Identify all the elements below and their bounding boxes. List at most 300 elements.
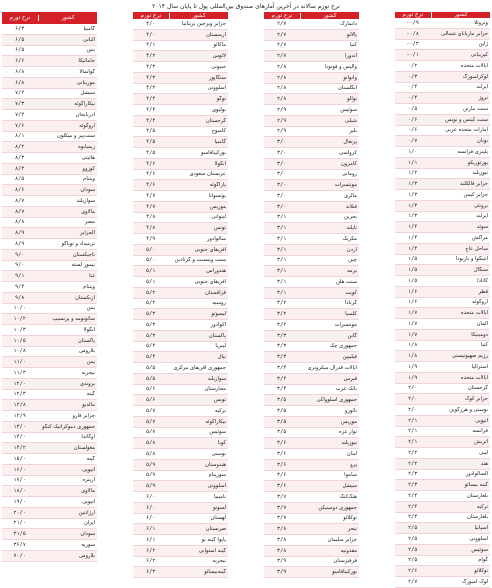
rate-cell: ۲/۵ xyxy=(407,525,418,532)
country-cell: جمهوری دموکراتیک کنگو xyxy=(42,423,95,430)
table-row xyxy=(2,400,97,411)
rate-cell: ۸/۷ xyxy=(14,208,25,215)
table-row xyxy=(264,137,359,148)
rate-cell: ۳/۶ xyxy=(276,440,287,447)
table-row xyxy=(133,428,228,439)
table-row xyxy=(133,309,228,320)
country-cell: سالوادور xyxy=(207,235,226,242)
country-cell: ترکیه xyxy=(476,503,488,510)
table-row xyxy=(2,454,97,465)
rate-cell: ۳/۹ xyxy=(276,558,287,565)
table-row xyxy=(133,514,228,525)
rate-cell: ۱۳/۰ xyxy=(13,423,26,430)
rate-cell: ۳/۱ xyxy=(276,225,287,232)
country-cell: ازبکستان xyxy=(75,294,95,301)
table-row xyxy=(2,422,97,433)
country-cell: نیکاراگوئه xyxy=(205,418,226,425)
country-cell: اردن xyxy=(346,246,357,253)
rate-cell: ۲/۸ xyxy=(276,63,287,70)
table-row xyxy=(133,471,228,482)
country-cell: سنت وینسنت و گرنادین xyxy=(174,257,226,264)
country-cell: والیس و فوتونا xyxy=(325,63,357,70)
country-cell: توالو xyxy=(347,96,357,103)
table-row xyxy=(264,84,359,95)
rate-cell: ۶/۰ xyxy=(145,493,156,500)
table-row xyxy=(133,481,228,492)
rate-cell: ۶/۳ xyxy=(145,569,156,576)
rate-cell: ۲/۷ xyxy=(276,53,287,60)
rate-cell: ۵/۹ xyxy=(145,483,156,490)
country-cell: رژیم صهیونیستی xyxy=(451,353,488,360)
country-cell: مالاوی xyxy=(81,208,95,215)
rate-cell: ۱/۴ xyxy=(407,234,418,241)
table-row xyxy=(2,239,97,250)
rate-cell: ۳/۰ xyxy=(276,149,287,156)
table-row xyxy=(2,121,97,132)
table-row xyxy=(133,299,228,310)
table-row xyxy=(2,476,97,487)
country-cell: ساحل عاج xyxy=(465,245,488,252)
rate-cell: ۶/۳ xyxy=(14,25,25,32)
table-row xyxy=(133,234,228,245)
table-row xyxy=(395,566,490,577)
rate-cell: ۵/۴ xyxy=(145,343,156,350)
table-row xyxy=(133,266,228,277)
table-row xyxy=(133,288,228,299)
rate-cell: -۰/۹ xyxy=(406,19,419,26)
rate-cell: ۵/۰ xyxy=(145,246,156,253)
table-row xyxy=(133,180,228,191)
rate-cell: -۰/۳ xyxy=(406,41,419,48)
rate-cell: ۶/۰ xyxy=(145,504,156,511)
country-cell: مغولستان xyxy=(73,445,95,452)
header-country: کشور xyxy=(61,15,75,21)
rate-cell: ۵/۲ xyxy=(145,289,156,296)
rate-cell: ۶/۶ xyxy=(14,58,25,65)
table-row xyxy=(133,492,228,503)
rate-cell: ۴/۸ xyxy=(145,214,156,221)
rate-cell: ۶/۲ xyxy=(145,558,156,565)
country-cell: موریس xyxy=(209,203,226,210)
table-row xyxy=(133,159,228,170)
table-row xyxy=(133,277,228,288)
rate-cell: ۰/۶ xyxy=(407,127,418,134)
country-cell: بانک غرب xyxy=(335,386,357,393)
table-row xyxy=(264,116,359,127)
country-cell: جزایر ماریانای شمالی xyxy=(441,30,488,37)
country-cell: نیجریه xyxy=(212,558,226,565)
table-row xyxy=(395,40,490,51)
header-country: کشور xyxy=(454,12,468,18)
table-row xyxy=(395,93,490,104)
table-row xyxy=(395,233,490,244)
country-cell: بحرین xyxy=(343,214,357,221)
rate-cell: ۲/۲ xyxy=(407,449,418,456)
country-cell: جمهوری آفریقای مرکزی xyxy=(173,364,226,371)
country-cell: هند xyxy=(480,460,488,467)
rate-cell: ۹/۴ xyxy=(14,283,25,290)
table-row xyxy=(2,185,97,196)
country-cell: اروگوئه xyxy=(79,122,95,129)
country-cell: سوئیس xyxy=(340,106,357,113)
country-cell: پورتوریکو xyxy=(467,159,488,166)
table-row xyxy=(264,127,359,138)
country-cell: گینه استوایی xyxy=(198,547,226,554)
country-cell: تیمور لسته xyxy=(71,262,95,269)
table-row xyxy=(264,62,359,73)
country-cell: نیجریه xyxy=(81,369,95,376)
table-row xyxy=(395,136,490,147)
country-cell: اسپانیا xyxy=(474,525,488,532)
table-row xyxy=(395,190,490,201)
rate-cell: ۴/۷ xyxy=(145,203,156,210)
country-cell: جزایر کوک xyxy=(464,396,488,403)
country-cell: ایران xyxy=(84,520,95,527)
country-cell: جامائیکا xyxy=(78,58,95,65)
rate-cell: ۶/۰ xyxy=(145,515,156,522)
rate-cell: ۳۶/۷ xyxy=(13,541,26,548)
rate-cell: ۲/۱ xyxy=(407,439,418,446)
country-cell: پرتغال xyxy=(343,139,357,146)
country-cell: تونس xyxy=(213,225,226,232)
table-row xyxy=(2,433,97,444)
rate-cell: ۲/۰ xyxy=(407,396,418,403)
table-row xyxy=(133,116,228,127)
country-cell: سوازیلند xyxy=(76,197,95,204)
table-row xyxy=(2,175,97,186)
table-row xyxy=(133,41,228,52)
country-cell: آندورا xyxy=(344,53,357,60)
country-cell: انگلستان xyxy=(337,85,357,92)
rate-cell: ۱/۳ xyxy=(407,181,418,188)
table-row xyxy=(264,256,359,267)
table-row xyxy=(395,212,490,223)
rate-cell: ۴/۱ xyxy=(145,42,156,49)
rate-cell: ۹/۰ xyxy=(14,251,25,258)
country-cell: روسیه xyxy=(212,300,226,307)
table-row xyxy=(264,352,359,363)
country-cell: گینه بیسائو xyxy=(464,482,488,489)
table-row xyxy=(264,331,359,342)
rate-cell: ۸/۶ xyxy=(14,187,25,194)
rate-cell: ۱۲/۸ xyxy=(13,402,26,409)
table-row xyxy=(264,30,359,41)
rate-cell: ۴/۲ xyxy=(145,53,156,60)
table-row xyxy=(133,137,228,148)
table-row xyxy=(133,374,228,385)
country-cell: الجزایر xyxy=(80,230,95,237)
table-row xyxy=(264,159,359,170)
table-row xyxy=(395,298,490,309)
rate-cell: ۵/۷ xyxy=(145,429,156,436)
table-row xyxy=(264,148,359,159)
country-cell: قزاقستان xyxy=(205,289,226,296)
rate-cell: ۶/۵ xyxy=(14,47,25,54)
country-cell: نیوزیلند xyxy=(341,440,357,447)
rate-cell: ۰/۶ xyxy=(407,116,418,123)
rate-cell: ۱/۷ xyxy=(407,320,418,327)
country-cell: مقدونیه xyxy=(340,547,357,554)
country-cell: ایالات متحده xyxy=(460,310,488,317)
country-cell: بورکینافاسو xyxy=(332,569,357,576)
country-cell: سوئیس xyxy=(209,429,226,436)
country-cell: لبنان xyxy=(346,450,357,457)
header-rate: نرخ تورم xyxy=(2,15,39,21)
table-row xyxy=(133,51,228,62)
rate-cell: ۲/۷ xyxy=(276,20,287,27)
country-cell: سنگاپور xyxy=(209,74,226,81)
table-row xyxy=(133,449,228,460)
country-cell: دومینیکا xyxy=(471,331,488,338)
country-cell: سوئد xyxy=(476,224,488,231)
table-header xyxy=(2,12,97,24)
table-row xyxy=(133,395,228,406)
rate-cell: ۲/۵ xyxy=(407,557,418,564)
table-row xyxy=(395,341,490,352)
rate-cell: ۳/۸ xyxy=(276,547,287,554)
rate-cell: ۹/۸ xyxy=(14,294,25,301)
table-row xyxy=(133,352,228,363)
table-row xyxy=(395,50,490,61)
country-cell: گینه xyxy=(86,455,95,462)
table-row xyxy=(264,385,359,396)
rate-cell: ۳/۲ xyxy=(276,321,287,328)
rate-cell: ۵/۲ xyxy=(145,300,156,307)
country-cell: بوتسوانا xyxy=(208,192,226,199)
rate-cell: ۱/۳ xyxy=(407,213,418,220)
rate-cell: ۵/۳ xyxy=(145,332,156,339)
country-cell: نیوزیلند xyxy=(472,170,488,177)
table-row xyxy=(395,491,490,502)
table-row xyxy=(395,459,490,470)
header-rate: نرخ تورم xyxy=(395,12,432,18)
rate-cell: ۲/۷ xyxy=(276,42,287,49)
table-row xyxy=(133,127,228,138)
country-cell: ایالات فدرال میکرونزی xyxy=(307,364,357,371)
country-cell: بلاروس xyxy=(79,348,95,355)
rate-cell: ۳/۵ xyxy=(276,397,287,404)
rate-cell: ۳/۰ xyxy=(276,182,287,189)
rate-cell: ۵/۹ xyxy=(145,461,156,468)
country-cell: چین xyxy=(348,257,357,264)
table-row xyxy=(2,228,97,239)
table-row xyxy=(2,540,97,551)
country-cell: توکلائو xyxy=(474,568,488,575)
table-row xyxy=(395,394,490,405)
country-cell: کرواسی xyxy=(339,149,357,156)
rate-cell: ۲/۲ xyxy=(407,460,418,467)
rate-cell: ۳/۱ xyxy=(276,268,287,275)
table-row xyxy=(133,557,228,568)
country-cell: ساموا xyxy=(344,472,357,479)
table-row xyxy=(395,330,490,341)
country-cell: اریتره xyxy=(82,477,95,484)
country-cell: رومانی xyxy=(341,171,357,178)
rate-cell: ۲۰/۰ xyxy=(13,509,26,516)
rate-cell: ۳/۳ xyxy=(276,343,287,350)
table-row xyxy=(133,406,228,417)
rate-cell: ۲/۱ xyxy=(407,428,418,435)
tables-container xyxy=(2,12,490,585)
rate-cell: ۴/۴ xyxy=(145,117,156,124)
rate-cell: ۱/۸ xyxy=(407,353,418,360)
table-row xyxy=(264,557,359,568)
country-cell: تاجیکستان xyxy=(72,251,95,258)
country-cell: نوار غزه xyxy=(338,429,357,436)
rate-cell: ۵/۴ xyxy=(145,354,156,361)
country-cell: قبرس xyxy=(343,375,357,382)
rate-cell: ۲/۹ xyxy=(276,128,287,135)
table-row xyxy=(133,245,228,256)
header-rate: نرخ تورم xyxy=(133,13,170,19)
table-row xyxy=(395,18,490,29)
country-cell: صربستان xyxy=(205,526,226,533)
rate-cell: ۴/۳ xyxy=(145,74,156,81)
country-cell: گینه xyxy=(86,391,95,398)
rate-cell: ۱۱/۳ xyxy=(13,369,26,376)
rate-cell: ۳/۱ xyxy=(276,246,287,253)
table-row xyxy=(2,551,97,562)
country-cell: پاراگوئه xyxy=(209,182,226,189)
country-cell: ویتنام xyxy=(83,283,95,290)
table-row xyxy=(133,256,228,267)
country-cell: گرجستان xyxy=(467,385,488,392)
country-cell: غنا xyxy=(89,273,95,280)
country-cell: آنگولا xyxy=(83,326,95,333)
table-row xyxy=(133,320,228,331)
table-row xyxy=(2,347,97,358)
table-row xyxy=(2,443,97,454)
table-row xyxy=(2,411,97,422)
rate-cell: ۴/۳ xyxy=(145,63,156,70)
table-row xyxy=(133,30,228,41)
country-cell: گواتمالا xyxy=(79,68,95,75)
table-row xyxy=(395,83,490,94)
country-cell: یمن xyxy=(86,359,95,366)
rate-cell: ۵/۵ xyxy=(145,375,156,382)
table-row xyxy=(2,132,97,143)
country-cell: پالائو xyxy=(346,31,357,38)
rate-cell: ۳/۱ xyxy=(276,278,287,285)
country-cell: لسوتو xyxy=(212,504,226,511)
table-row xyxy=(2,35,97,46)
rate-cell: ۲/۴ xyxy=(407,514,418,521)
rate-cell: ۵/۱ xyxy=(145,268,156,275)
rate-cell: ۲/۸ xyxy=(276,85,287,92)
table-row xyxy=(264,438,359,449)
rate-cell: ۴/۰ xyxy=(145,20,156,27)
table-row xyxy=(264,567,359,578)
table-row xyxy=(2,46,97,57)
country-cell: قطر xyxy=(478,288,488,295)
rate-cell: ۱/۲ xyxy=(407,170,418,177)
country-cell: موریتانی xyxy=(76,79,95,86)
country-cell: پاکستان xyxy=(208,332,226,339)
rate-cell: ۱/۵ xyxy=(407,267,418,274)
rate-cell: ۵/۶ xyxy=(145,397,156,404)
table-row xyxy=(264,428,359,439)
table-row xyxy=(2,110,97,121)
country-cell: گرجستان xyxy=(205,117,226,124)
rate-cell: ۵/۱ xyxy=(145,278,156,285)
country-cell: اسلوونی xyxy=(469,535,488,542)
rate-cell: ۰/۴ xyxy=(407,84,418,91)
country-cell: آنگولا xyxy=(214,160,226,167)
country-cell: لائوس xyxy=(212,53,226,60)
table-row xyxy=(2,390,97,401)
table-row xyxy=(2,497,97,508)
table-row xyxy=(264,449,359,460)
table-row xyxy=(133,385,228,396)
table-row xyxy=(2,357,97,368)
rate-cell: ۴/۶ xyxy=(145,160,156,167)
country-cell: گامبیا xyxy=(214,139,226,146)
rate-cell: ۸/۷ xyxy=(14,197,25,204)
table-row xyxy=(264,73,359,84)
country-cell: نامیبیا xyxy=(213,493,226,500)
header-rate: نرخ تورم xyxy=(264,13,301,19)
table-row xyxy=(264,374,359,385)
country-cell: کلمبیا xyxy=(345,311,357,318)
rate-cell: ۳/۱ xyxy=(276,235,287,242)
table-row xyxy=(133,417,228,428)
rate-cell: ۳/۰ xyxy=(276,192,287,199)
rate-cell: ۱/۶ xyxy=(407,299,418,306)
country-cell: فنلاند xyxy=(345,203,357,210)
country-cell: اروگوئه xyxy=(472,299,488,306)
country-cell: سنت‌پیر و میکلون xyxy=(56,133,95,140)
rate-cell: ۶/۲ xyxy=(145,547,156,554)
table-row xyxy=(133,546,228,557)
country-cell: اتیوپی xyxy=(82,498,95,505)
country-cell: جزایر سلیمان xyxy=(327,536,357,543)
table-row xyxy=(264,51,359,62)
rate-cell: ۵/۳ xyxy=(145,321,156,328)
table-header xyxy=(264,12,359,19)
table-row xyxy=(395,158,490,169)
country-cell: نپال xyxy=(217,354,226,361)
table-row xyxy=(395,61,490,72)
table-row xyxy=(264,299,359,310)
table-row xyxy=(264,245,359,256)
rate-cell: ۵/۵ xyxy=(145,364,156,371)
table-row xyxy=(2,271,97,282)
country-cell: کنیا xyxy=(349,42,357,49)
country-cell: سنت مارتن xyxy=(463,105,488,112)
country-cell: ونزوئلا xyxy=(474,19,488,26)
table-row xyxy=(2,218,97,229)
table-row xyxy=(133,363,228,374)
table-row xyxy=(133,170,228,181)
rate-cell: ۱/۵ xyxy=(407,277,418,284)
rate-cell: ۱۷/۰ xyxy=(13,477,26,484)
table-row xyxy=(264,202,359,213)
country-cell: تایلند xyxy=(346,225,357,232)
country-cell: آلبانی xyxy=(83,36,95,43)
rate-cell: ۱۲/۰ xyxy=(13,380,26,387)
table-row xyxy=(395,308,490,319)
rate-cell: ۸/۴ xyxy=(14,165,25,172)
country-cell: لیبریا xyxy=(215,343,226,350)
rate-cell: ۲/۵ xyxy=(407,535,418,542)
country-cell: جیبوتی xyxy=(211,63,226,70)
country-cell: هنگ‌کنگ xyxy=(339,493,357,500)
table-row xyxy=(395,427,490,438)
rate-cell: ۱/۷ xyxy=(407,310,418,317)
table-row xyxy=(264,503,359,514)
table-row xyxy=(2,379,97,390)
table-body xyxy=(264,19,359,578)
